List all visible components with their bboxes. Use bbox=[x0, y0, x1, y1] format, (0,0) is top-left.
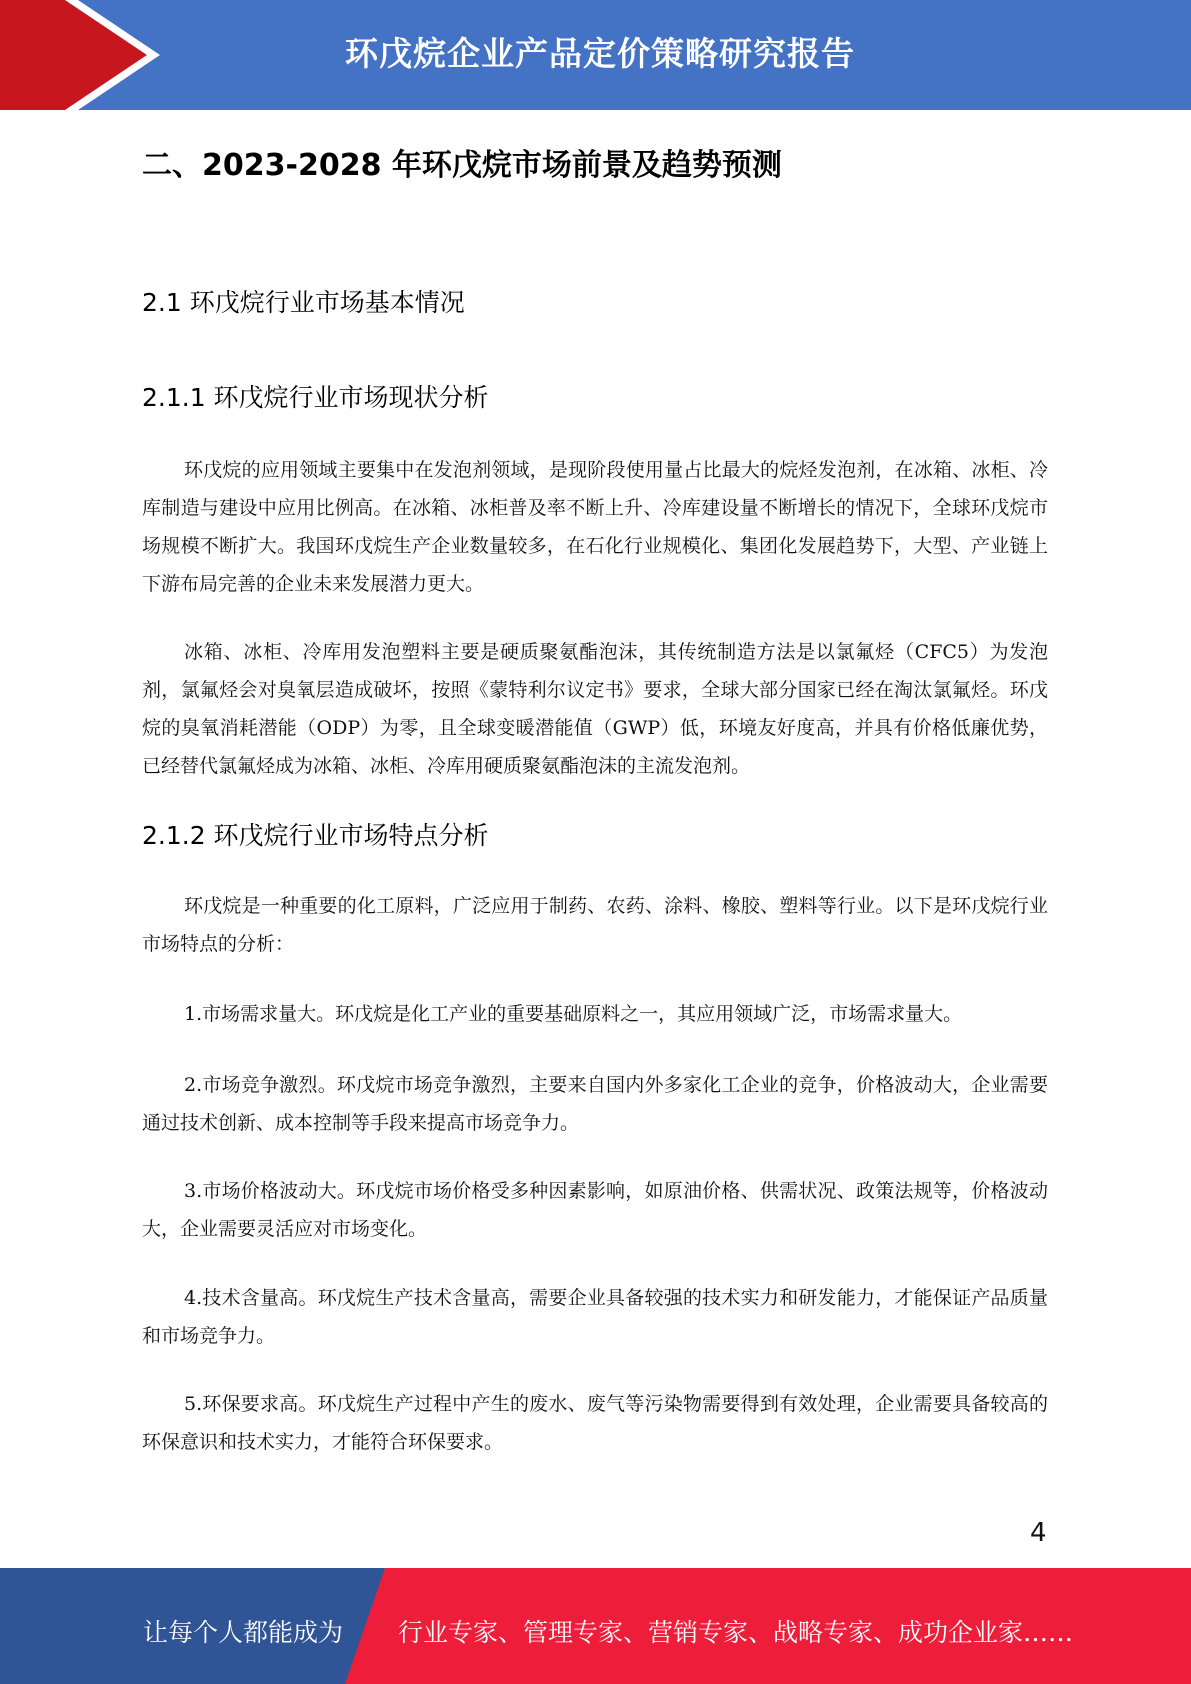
footer-slogan-right: 行业专家、管理专家、营销专家、战略专家、成功企业家…… bbox=[398, 1618, 1074, 1647]
list-item-2: 2.市场竞争激烈。环戊烷市场竞争激烈，主要来自国内外多家化工企业的竞争，价格波动大，企业需要通过技术创新、成本控制等手段来提高市场竞争力。 bbox=[142, 1074, 1048, 1134]
paragraph-3: 环戊烷是一种重要的化工原料，广泛应用于制药、农药、涂料、橡胶、塑料等行业。以下是环戊烷行业市场特点的分析： bbox=[142, 895, 1048, 955]
paragraph-2: 冰箱、冰柜、冷库用发泡塑料主要是硬质聚氨酯泡沫，其传统制造方法是以氯氟烃（CFC5）为发泡剂，氯氟烃会对臭氧层造成破坏，按照《蒙特利尔议定书》要求，全球大部分国家已经在淘汰氯氟烃。环戊烷的臭氧消耗潜能（ODP）为零，且全球变暖潜能值（GWP）低，环境友好度高，并具有价格低廉优势，已经替代氯氟烃成为冰箱、冰柜、冷库用硬质聚氨酯泡沫的主流发泡剂。 bbox=[142, 641, 1048, 777]
page-number: 4 bbox=[1030, 1518, 1047, 1548]
report-title: 环戊烷企业产品定价策略研究报告 bbox=[345, 34, 855, 73]
subsection-2-1-1-title: 2.1.1 环戊烷行业市场现状分析 bbox=[142, 383, 489, 412]
header-banner bbox=[0, 0, 1191, 110]
list-item-1: 1.市场需求量大。环戊烷是化工产业的重要基础原料之一，其应用领域广泛，市场需求量大。 bbox=[184, 1003, 963, 1025]
list-item-5: 5.环保要求高。环戊烷生产过程中产生的废水、废气等污染物需要得到有效处理，企业需要具备较高的环保意识和技术实力，才能符合环保要求。 bbox=[142, 1393, 1048, 1453]
paragraph-1: 环戊烷的应用领域主要集中在发泡剂领域，是现阶段使用量占比最大的烷烃发泡剂，在冰箱、冰柜、冷库制造与建设中应用比例高。在冰箱、冰柜普及率不断上升、冷库建设量不断增长的情况下，全球环戊烷市场规模不断扩大。我国环戊烷生产企业数量较多，在石化行业规模化、集团化发展趋势下，大型、产业链上下游布局完善的企业未来发展潜力更大。 bbox=[142, 459, 1048, 595]
subsection-2-1-2-title: 2.1.2 环戊烷行业市场特点分析 bbox=[142, 821, 489, 850]
list-item-3: 3.市场价格波动大。环戊烷市场价格受多种因素影响，如原油价格、供需状况、政策法规等，价格波动大，企业需要灵活应对市场变化。 bbox=[142, 1180, 1048, 1240]
footer-slogan-left: 让每个人都能成为 bbox=[143, 1618, 344, 1647]
list-item-4: 4.技术含量高。环戊烷生产技术含量高，需要企业具备较强的技术实力和研发能力，才能保证产品质量和市场竞争力。 bbox=[142, 1287, 1048, 1347]
section-title: 二、2023-2028 年环戊烷市场前景及趋势预测 bbox=[142, 148, 782, 183]
footer-banner bbox=[0, 1568, 1191, 1684]
subsection-2-1-title: 2.1 环戊烷行业市场基本情况 bbox=[142, 288, 465, 317]
